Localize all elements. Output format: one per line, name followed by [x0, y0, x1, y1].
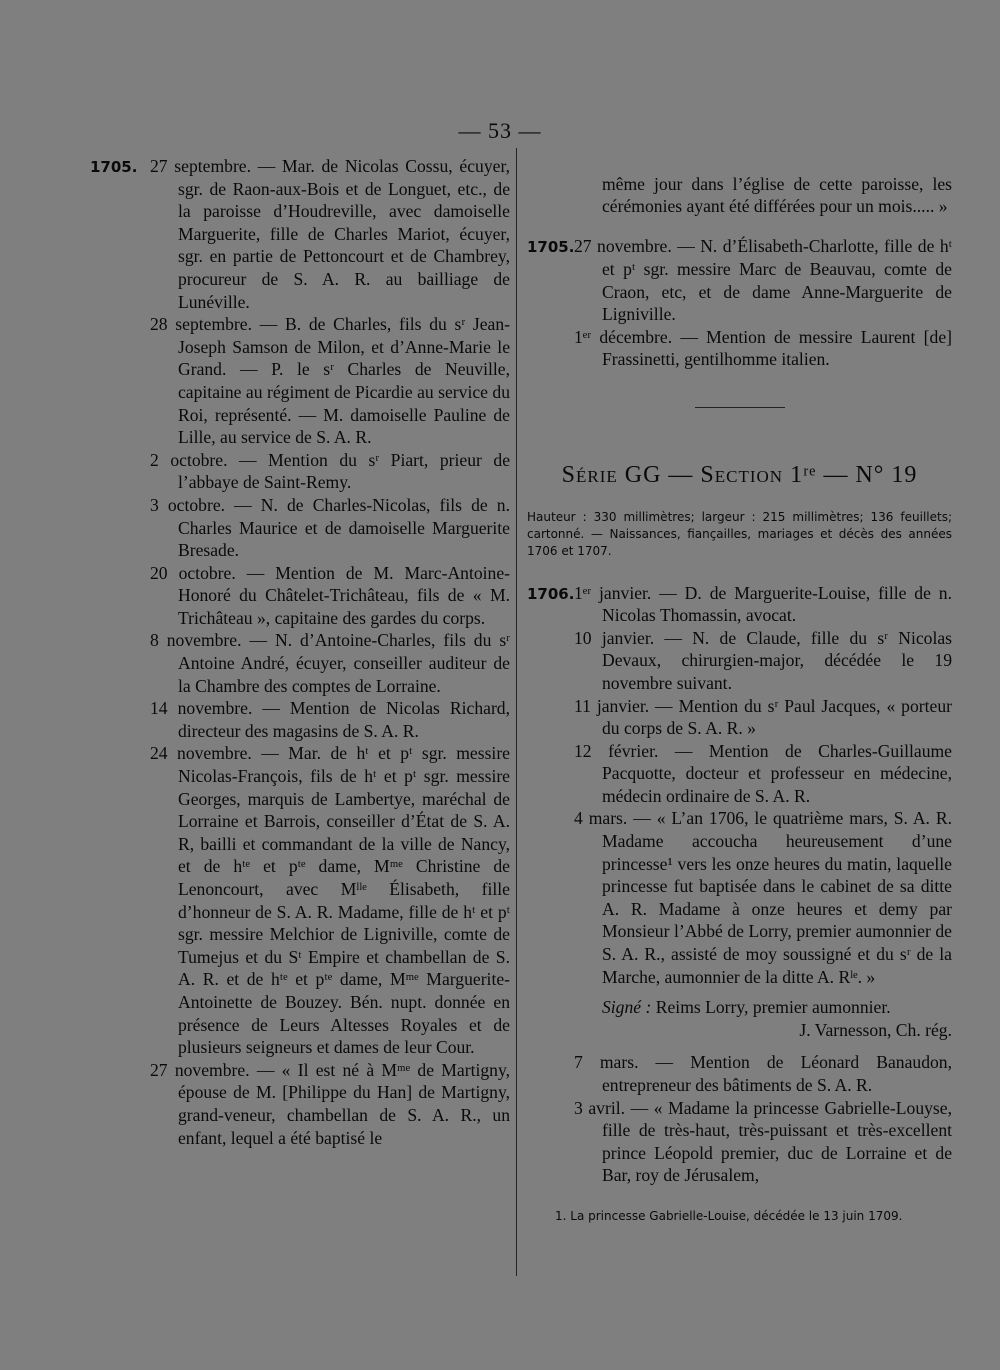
- right-column: [527, 155, 952, 1228]
- entry-text: 20 octobre. — Mention de M. Marc-Antoine-Honoré du Châtelet-Trichâteau, fils de « M. Trichâteau », capitaine des gardes du corps.: [150, 562, 510, 628]
- entry: [527, 695, 952, 740]
- entry: [90, 742, 510, 1058]
- entry-text: 2 octobre. — Mention du sʳ Piart, prieur de l’abbaye de Saint-Remy.: [150, 449, 510, 493]
- entry: [90, 1059, 510, 1149]
- entry-text: 1ᵉʳ janvier. — D. de Marguerite-Louise, fille de n. Nicolas Thomassin, avocat.: [574, 582, 952, 626]
- continued-text: même jour dans l’église de cette paroisse, les cérémonies ayant été différées pour un mois..... »: [602, 173, 952, 217]
- entry: [527, 326, 952, 371]
- entry-year: 1705.: [90, 158, 138, 176]
- entry-text: 10 janvier. — N. de Claude, fille du sʳ Nicolas Devaux, chirurgien-major, décédée le 19 novembre suivant.: [574, 627, 952, 693]
- entry-year: 1705.: [527, 238, 575, 257]
- entry-text: 14 novembre. — Mention de Nicolas Richard, directeur des magasins de S. A. R.: [150, 698, 510, 741]
- entry-text: 7 mars. — Mention de Léonard Banaudon, entrepreneur des bâtiments de S. A. R.: [574, 1052, 952, 1095]
- entry: [527, 807, 952, 988]
- signature-label: Signé :: [602, 997, 652, 1018]
- column-divider: [516, 148, 517, 1276]
- footnote: 1. La princesse Gabrielle-Louise, décédée le 13 juin 1709.: [555, 1208, 903, 1223]
- entry: [527, 582, 952, 627]
- entry-text: 8 novembre. — N. d’Antoine-Charles, fils du sʳ Antoine André, écuyer, conseiller auditeur de la Chambre des comptes de Lorraine.: [150, 630, 510, 696]
- entry-text: 27 novembre. — « Il est né à Mᵐᵉ de Martigny, épouse de M. [Philippe du Han] de Martigny, grand-veneur, chambellan de S. A. R., un enfant, lequel a été baptisé le: [150, 1059, 510, 1148]
- entry: [527, 1051, 952, 1096]
- entry-text: 1ᵉʳ décembre. — Mention de messire Laurent [de] Frassinetti, gentilhomme italien.: [574, 326, 952, 370]
- entry: [90, 562, 510, 630]
- entry-year: 1706.: [527, 584, 575, 603]
- entry: [90, 697, 510, 742]
- entry: [90, 313, 510, 449]
- series-title: Série GG — Section 1ʳᵉ — N° 19: [561, 461, 918, 488]
- entry: [90, 449, 510, 494]
- entry-text: 3 octobre. — N. de Charles-Nicolas, fils de n. Charles Maurice et de damoiselle Marguerite Bresade.: [150, 494, 510, 561]
- page-number: — 53 —: [458, 118, 542, 143]
- entry-text: 12 février. — Mention de Charles-Guillaume Pacquotte, docteur et professeur en médecine, médecin ordinaire de S. A. R.: [574, 740, 952, 806]
- signature-line-1: Reims Lorry, premier aumonnier.: [655, 997, 891, 1018]
- entry-text: 24 novembre. — Mar. de hᵗ et pᵗ sgr. messire Nicolas-François, fils de hᵗ et pᵗ sgr. messire Georges, marquis de Lambertye, maréchal de Lorraine et Barrois, conseiller d’État de S. A. R, bailli et commandant de la ville de Nancy, et de hᵗᵉ et pᵗᵉ dame, Mᵐᵉ Christine de Lenoncourt, avec Mˡˡᵉ Élisabeth, fille d’honneur de S. A. R. Madame, fille de hᵗ et pᵗ sgr. messire Melchior de Ligniville, comte de Tumejus et du Sᵗ Empire et chambellan de S. A. R. et de hᵗᵉ et pᵗᵉ dame, Mᵐᵉ Marguerite-Antoinette de Bouzey. Bén. nupt. donnée en présence de Leurs Altesses Royales et de plusieurs seigneurs et dames de leur Cour.: [150, 743, 510, 1058]
- entry-text: 27 septembre. — Mar. de Nicolas Cossu, écuyer, sgr. de Raon-aux-Bois et de Longuet, etc., de la paroisse d’Houdreville, avec damoiselle Marguerite, fille de Charles Mariot, écuyer, sgr. en partie de Pettoncourt et de Chambrey, procureur de S. A. R. au bailliage de Lunéville.: [150, 156, 510, 312]
- entry: [527, 235, 952, 325]
- entry-text: 3 avril. — « Madame la princesse Gabrielle-Louyse, fille de très-haut, très-puissant et très-excellent prince Léopold premier, duc de Lorraine et de Bar, roy de Jérusalem,: [574, 1097, 952, 1186]
- entry-text: 28 septembre. — B. de Charles, fils du sʳ Jean-Joseph Samson de Milon, et d’Anne-Marie le Grand. — P. le sʳ Charles de Neuville, capitaine au régiment de Picardie au service du Roi, représenté. — M. damoiselle Pauline de Lille, au service de S. A. R.: [150, 314, 510, 448]
- signature-block: [527, 996, 952, 1041]
- entry: [90, 629, 510, 697]
- section-divider: [695, 407, 785, 408]
- entry-text: 4 mars. — « L’an 1706, le quatrième mars, S. A. R. Madame accoucha heureusement d’une princesse¹ vers les onze heures du matin, laquelle princesse fut baptisée dans le cabinet de sa ditte A. R. Madame à onze heures et demy par Monsieur l’Abbé de Lorry, premier aumonnier de S. A. R., assisté de moy soussigné et du sʳ de la Marche, aumonnier de la ditte A. Rˡᵉ. »: [574, 808, 952, 987]
- entry-text: 11 janvier. — Mention du sʳ Paul Jacques, « porteur du corps de S. A. R. »: [574, 695, 952, 739]
- series-description: Hauteur : 330 millimètres; largeur : 215 millimètres; 136 feuillets; cartonné. — Naissances, fiançailles, mariages et décès des années 1706 et 1707.: [527, 509, 952, 558]
- entry: [90, 155, 510, 313]
- entry: [527, 1097, 952, 1187]
- left-column: [90, 155, 510, 1149]
- entry-text: 27 novembre. — N. d’Élisabeth-Charlotte, fille de hᵗ et pᵗ sgr. messire Marc de Beauvau, comte de Craon, etc, et de dame Anne-Marguerite de Ligniville.: [574, 236, 952, 325]
- entry: [527, 740, 952, 808]
- signature-line-2: J. Varnesson, Ch. rég.: [799, 1019, 952, 1040]
- entry: [90, 494, 510, 562]
- entry: [527, 627, 952, 695]
